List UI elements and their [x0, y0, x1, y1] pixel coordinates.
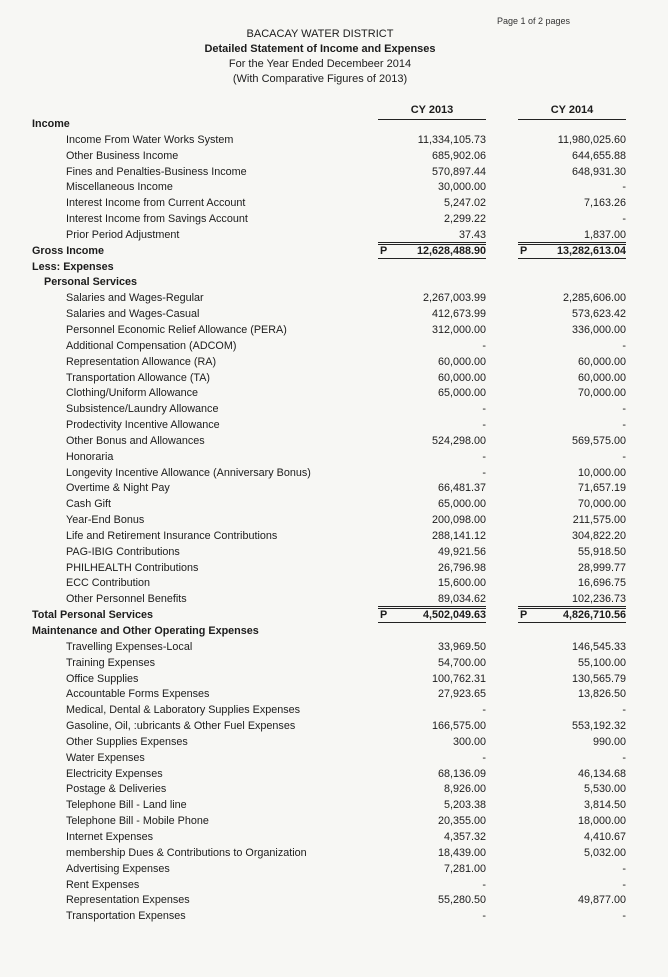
- value-cy2014: 130,565.79: [571, 672, 626, 685]
- value-cy2014: 13,282,613.04: [518, 244, 626, 259]
- row-label: Internet Expenses: [66, 830, 154, 843]
- line-item-row: [0, 561, 668, 577]
- row-label: Electricity Expenses: [66, 767, 163, 780]
- value-cy2013: 27,923.65: [437, 688, 486, 701]
- line-item-row: [0, 149, 668, 165]
- value-cy2014: 2,285,606.00: [562, 292, 626, 305]
- value-cy2013: 18,439.00: [437, 846, 486, 859]
- value-cy2013: 288,141.12: [431, 529, 486, 542]
- value-cy2013: 100,762.31: [431, 672, 486, 685]
- row-label: Office Supplies: [66, 672, 139, 685]
- row-label: Telephone Bill - Mobile Phone: [66, 815, 209, 828]
- row-label: Gross Income: [32, 244, 105, 257]
- line-item-row: [0, 703, 668, 719]
- row-label: Fines and Penalties-Business Income: [66, 165, 247, 178]
- value-cy2013: 33,969.50: [437, 640, 486, 653]
- value-cy2014: 211,575.00: [572, 514, 626, 527]
- value-cy2013: 4,502,049.63: [378, 608, 486, 623]
- value-cy2013: 89,034.62: [378, 592, 486, 607]
- row-label: Representation Allowance (RA): [66, 355, 217, 368]
- value-cy2013: 66,481.37: [437, 482, 486, 495]
- value-cy2013: 15,600.00: [437, 577, 486, 590]
- row-label: PHILHEALTH Contributions: [66, 561, 199, 574]
- line-item-row: [0, 909, 668, 925]
- value-cy2014: 16,696.75: [577, 577, 626, 590]
- value-cy2014: -: [622, 403, 626, 416]
- value-cy2014: 18,000.00: [577, 815, 626, 828]
- value-cy2013: 30,000.00: [437, 181, 486, 194]
- value-cy2014: 70,000.00: [577, 387, 626, 400]
- row-label: Postage & Deliveries: [66, 783, 167, 796]
- value-cy2014: 146,545.33: [571, 640, 626, 653]
- value-cy2013: 8,926.00: [443, 783, 486, 796]
- row-label: Honoraria: [66, 450, 114, 463]
- line-item-row: [0, 228, 668, 244]
- line-item-row: [0, 165, 668, 181]
- line-item-row: [0, 878, 668, 894]
- section-heading-row: [0, 624, 668, 640]
- row-label: Salaries and Wages-Casual: [66, 308, 200, 321]
- value-cy2013: -: [482, 704, 486, 717]
- value-cy2013: 60,000.00: [437, 371, 486, 384]
- line-item-row: [0, 386, 668, 402]
- section-heading-row: [0, 260, 668, 276]
- value-cy2013: 20,355.00: [437, 815, 486, 828]
- value-cy2014: 4,826,710.56: [518, 608, 626, 623]
- column-header-cy2013: CY 2013: [410, 104, 454, 116]
- value-cy2013: 200,098.00: [431, 514, 486, 527]
- row-label: Gasoline, Oil, :ubricants & Other Fuel Expenses: [66, 720, 296, 733]
- row-label: Interest Income from Savings Account: [66, 213, 248, 226]
- value-cy2014: 553,192.32: [571, 720, 626, 733]
- line-item-row: [0, 846, 668, 862]
- row-label: Longevity Incentive Allowance (Anniversary Bonus): [66, 466, 311, 479]
- line-item-row: [0, 402, 668, 418]
- line-item-row: [0, 355, 668, 371]
- line-item-row: [0, 798, 668, 814]
- row-label: Total Personal Services: [32, 609, 154, 622]
- value-cy2013: -: [482, 751, 486, 764]
- row-label: Maintenance and Other Operating Expenses: [32, 625, 259, 637]
- line-item-row: [0, 434, 668, 450]
- page-number: Page 1 of 2 pages: [497, 16, 571, 26]
- value-cy2013: 5,203.38: [443, 799, 486, 812]
- value-cy2014: -: [622, 910, 626, 923]
- value-cy2013: 685,902.06: [431, 149, 486, 162]
- row-label: Clothing/Uniform Allowance: [66, 387, 199, 400]
- value-cy2013: -: [482, 878, 486, 891]
- row-label: Advertising Expenses: [66, 862, 170, 875]
- line-item-row: [0, 592, 668, 608]
- statement-header: [120, 27, 520, 87]
- value-cy2014: 49,877.00: [577, 894, 626, 907]
- total-row: [0, 608, 668, 624]
- row-label: Medical, Dental & Laboratory Supplies Expenses: [66, 704, 301, 717]
- row-label: Training Expenses: [66, 656, 156, 669]
- value-cy2013: 300.00: [452, 735, 486, 748]
- row-label: Personnel Economic Relief Allowance (PERA): [66, 323, 287, 336]
- value-cy2014: 573,623.42: [571, 308, 626, 321]
- value-cy2014: 102,236.73: [518, 592, 626, 607]
- line-item-row: [0, 371, 668, 387]
- value-cy2013: -: [482, 450, 486, 463]
- value-cy2014: -: [622, 181, 626, 194]
- row-label: Transportation Expenses: [66, 910, 186, 923]
- row-label: Water Expenses: [66, 751, 145, 764]
- value-cy2013: 2,299.22: [443, 213, 486, 226]
- value-cy2013: 11,334,105.73: [417, 133, 486, 146]
- value-cy2013: -: [482, 419, 486, 432]
- value-cy2014: -: [622, 450, 626, 463]
- row-label: Cash Gift: [66, 498, 112, 511]
- value-cy2014: 10,000.00: [577, 466, 626, 479]
- value-cy2013: -: [482, 339, 486, 352]
- value-cy2014: 5,032.00: [583, 846, 626, 859]
- row-label: Interest Income from Current Account: [66, 197, 246, 210]
- value-cy2014: 4,410.67: [583, 830, 626, 843]
- peso-sign: P: [520, 244, 528, 257]
- line-item-row: [0, 735, 668, 751]
- row-label: Personal Services: [44, 276, 138, 289]
- value-cy2013: 65,000.00: [437, 387, 486, 400]
- row-label: Telephone Bill - Land line: [66, 799, 187, 812]
- row-label: Prior Period Adjustment: [66, 228, 180, 241]
- value-cy2014: -: [622, 419, 626, 432]
- value-cy2014: 569,575.00: [571, 434, 626, 447]
- line-item-row: [0, 640, 668, 656]
- total-row: [0, 244, 668, 260]
- line-item-row: [0, 450, 668, 466]
- value-cy2013: 65,000.00: [437, 498, 486, 511]
- line-item-row: [0, 307, 668, 323]
- value-cy2013: 68,136.09: [437, 767, 486, 780]
- value-cy2014: 28,999.77: [577, 561, 626, 574]
- value-cy2014: -: [622, 878, 626, 891]
- value-cy2013: 26,796.98: [437, 561, 486, 574]
- line-item-row: [0, 687, 668, 703]
- row-label: Transportation Allowance (TA): [66, 371, 211, 384]
- line-item-row: [0, 497, 668, 513]
- value-cy2014: 990.00: [592, 735, 626, 748]
- value-cy2014: 71,657.19: [577, 482, 626, 495]
- value-cy2014: -: [622, 862, 626, 875]
- value-cy2013: 55,280.50: [437, 894, 486, 907]
- value-cy2014: -: [622, 339, 626, 352]
- value-cy2014: 60,000.00: [577, 355, 626, 368]
- line-item-row: [0, 133, 668, 149]
- row-label: Other Business Income: [66, 149, 179, 162]
- line-item-row: [0, 672, 668, 688]
- value-cy2014: 7,163.26: [583, 197, 626, 210]
- statement-title: Detailed Statement of Income and Expenses: [204, 43, 436, 55]
- row-label: membership Dues & Contributions to Organization: [66, 846, 307, 859]
- row-label: Other Supplies Expenses: [66, 735, 188, 748]
- row-label: Overtime & Night Pay: [66, 482, 170, 495]
- line-item-row: [0, 767, 668, 783]
- row-label: Less: Expenses: [32, 260, 114, 273]
- value-cy2013: -: [482, 403, 486, 416]
- line-item-row: [0, 529, 668, 545]
- value-cy2013: 166,575.00: [431, 720, 486, 733]
- line-item-row: [0, 576, 668, 592]
- value-cy2014: 70,000.00: [577, 498, 626, 511]
- value-cy2013: 4,357.32: [443, 830, 486, 843]
- section-heading-row: [0, 275, 668, 291]
- value-cy2014: 13,826.50: [577, 688, 626, 701]
- value-cy2014: 5,530.00: [583, 783, 626, 796]
- value-cy2013: 37.43: [378, 228, 486, 243]
- value-cy2014: 644,655.88: [571, 149, 626, 162]
- value-cy2013: -: [482, 910, 486, 923]
- comparative-note: (With Comparative Figures of 2013): [232, 73, 408, 85]
- peso-sign: P: [520, 609, 528, 622]
- line-item-row: [0, 180, 668, 196]
- row-label: ECC Contribution: [66, 577, 151, 590]
- value-cy2013: 49,921.56: [437, 545, 486, 558]
- line-item-row: [0, 893, 668, 909]
- value-cy2013: 570,897.44: [431, 165, 486, 178]
- value-cy2014: 304,822.20: [571, 529, 626, 542]
- row-label: Income From Water Works System: [66, 133, 234, 146]
- value-cy2013: 54,700.00: [437, 656, 486, 669]
- value-cy2013: 312,000.00: [431, 323, 486, 336]
- line-item-row: [0, 751, 668, 767]
- line-item-row: [0, 481, 668, 497]
- line-item-row: [0, 656, 668, 672]
- line-item-row: [0, 719, 668, 735]
- value-cy2013: 2,267,003.99: [422, 292, 486, 305]
- value-cy2013: 412,673.99: [431, 308, 486, 321]
- line-item-row: [0, 513, 668, 529]
- row-label: Salaries and Wages-Regular: [66, 292, 204, 305]
- row-label: Rent Expenses: [66, 878, 140, 891]
- row-label: Other Bonus and Allowances: [66, 434, 205, 447]
- row-label: Life and Retirement Insurance Contributions: [66, 529, 278, 542]
- value-cy2014: 60,000.00: [577, 371, 626, 384]
- line-item-row: [0, 782, 668, 798]
- value-cy2014: 1,837.00: [518, 228, 626, 243]
- value-cy2014: 648,931.30: [571, 165, 626, 178]
- row-label: Additional Compensation (ADCOM): [66, 339, 237, 352]
- line-item-row: [0, 418, 668, 434]
- row-label: Year-End Bonus: [66, 514, 145, 527]
- value-cy2014: 11,980,025.60: [557, 133, 626, 146]
- row-label: Accountable Forms Expenses: [66, 688, 210, 701]
- line-item-row: [0, 862, 668, 878]
- value-cy2014: 46,134.68: [577, 767, 626, 780]
- value-cy2014: 55,918.50: [577, 545, 626, 558]
- peso-sign: P: [380, 609, 388, 622]
- value-cy2013: 524,298.00: [431, 434, 486, 447]
- value-cy2014: 336,000.00: [571, 323, 626, 336]
- value-cy2013: 5,247.02: [443, 197, 486, 210]
- row-label: Representation Expenses: [66, 894, 190, 907]
- line-item-row: [0, 545, 668, 561]
- value-cy2014: 55,100.00: [577, 656, 626, 669]
- row-label: Prodectivity Incentive Allowance: [66, 419, 220, 432]
- value-cy2013: -: [482, 466, 486, 479]
- row-label: Income: [32, 118, 70, 130]
- value-cy2013: 12,628,488.90: [378, 244, 486, 259]
- statement-table: [0, 117, 668, 925]
- line-item-row: [0, 830, 668, 846]
- line-item-row: [0, 339, 668, 355]
- line-item-row: [0, 323, 668, 339]
- value-cy2013: 7,281.00: [443, 862, 486, 875]
- section-heading-row: [0, 117, 668, 133]
- row-label: Travelling Expenses-Local: [66, 640, 193, 653]
- value-cy2014: -: [622, 213, 626, 226]
- organization-name: BACACAY WATER DISTRICT: [246, 28, 394, 40]
- line-item-row: [0, 212, 668, 228]
- line-item-row: [0, 291, 668, 307]
- row-label: Miscellaneous Income: [66, 181, 173, 194]
- value-cy2014: -: [622, 751, 626, 764]
- statement-period: For the Year Ended Decembeer 2014: [228, 58, 412, 70]
- column-header-cy2014: CY 2014: [550, 104, 594, 116]
- line-item-row: [0, 814, 668, 830]
- row-label: Other Personnel Benefits: [66, 593, 187, 606]
- row-label: PAG-IBIG Contributions: [66, 545, 180, 558]
- line-item-row: [0, 466, 668, 482]
- peso-sign: P: [380, 244, 388, 257]
- value-cy2014: 3,814.50: [583, 799, 626, 812]
- row-label: Subsistence/Laundry Allowance: [66, 403, 219, 416]
- value-cy2013: 60,000.00: [437, 355, 486, 368]
- line-item-row: [0, 196, 668, 212]
- value-cy2014: -: [622, 704, 626, 717]
